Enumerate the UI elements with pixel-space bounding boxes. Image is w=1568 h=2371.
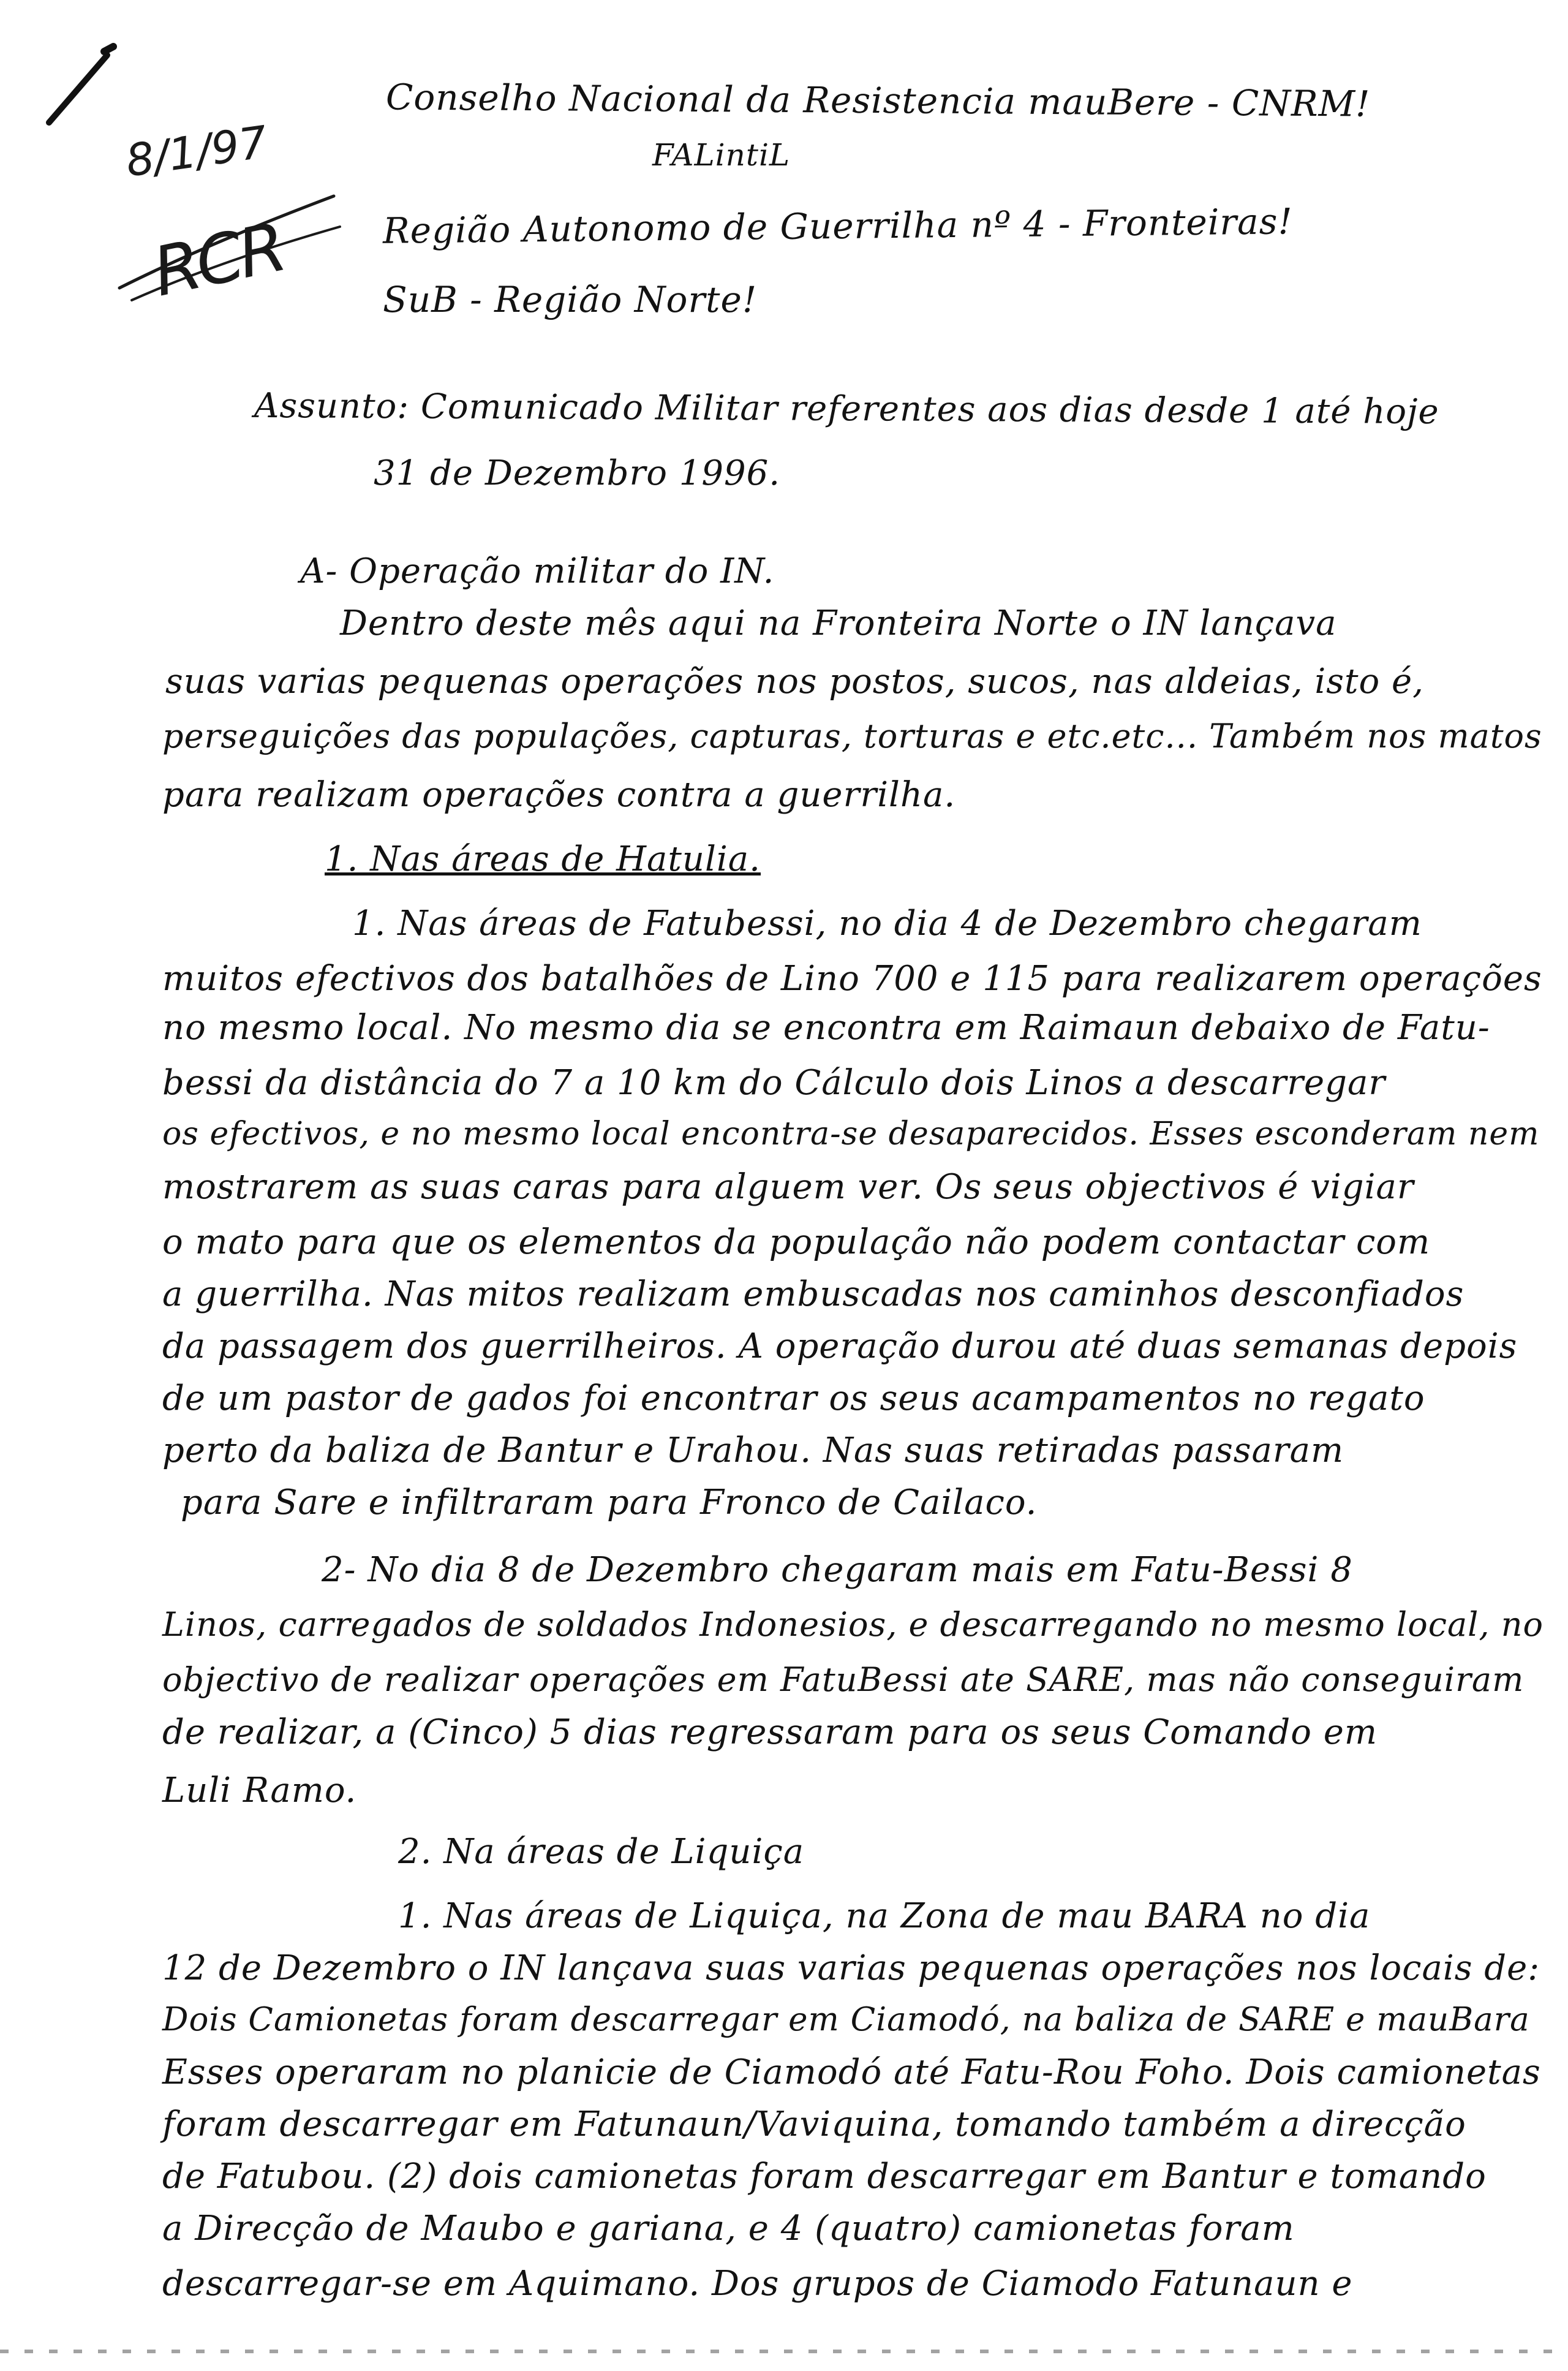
subject-line-1: Assunto: Comunicado Militar referentes aos dias desde 1 até hoje [254,385,1439,433]
scan-pen-mark [37,43,123,129]
body-line: perto da baliza de Bantur e Urahou. Nas suas retiradas passaram [162,1431,1344,1470]
section-a-title: A- Operação militar do IN. [300,551,775,591]
body-line: Dentro deste mês aqui na Fronteira Norte o IN lançava [340,603,1337,643]
body-line: o mato para que os elementos da população não podem contactar com [162,1222,1431,1262]
body-line: 12 de Dezembro o IN lançava suas varias pequenas operações nos locais de: [162,1948,1540,1988]
body-line: no mesmo local. No mesmo dia se encontra em Raimaun debaixo de Fatu- [162,1008,1490,1048]
body-line: foram descarregar em Fatunaun/Vaviquina, tomando também a direcção [162,2104,1466,2144]
body-line: de um pastor de gados foi encontrar os seus acampamentos no regato [162,1378,1425,1418]
body-line: os efectivos, e no mesmo local encontra-se desaparecidos. Esses esconderam nem [162,1116,1540,1152]
body-line: Luli Ramo. [162,1771,357,1810]
body-line: muitos efectivos dos batalhões de Lino 700 e 115 para realizarem operações [162,959,1542,999]
margin-date: 8/1/97 [123,116,271,187]
margin-initials: RCR [146,208,290,312]
body-line: 1. Nas áreas de Fatubessi, no dia 4 de Dezembro chegaram [352,904,1422,943]
subject-line-2: 31 de Dezembro 1996. [374,453,781,493]
body-line: de Fatubou. (2) dois camionetas foram descarregar em Bantur e tomando [162,2157,1487,2196]
body-line: 1. Nas áreas de Liquiça, na Zona de mau BARA no dia [398,1896,1371,1936]
body-line: da passagem dos guerrilheiros. A operação durou até duas semanas depois [162,1326,1518,1366]
body-line: Dois Camionetas foram descarregar em Ciamodó, na baliza de SARE e mauBara [162,2001,1530,2038]
body-line: bessi da distância do 7 a 10 km do Cálculo dois Linos a descarregar [162,1063,1386,1103]
body-line: suas varias pequenas operações nos postos, sucos, nas aldeias, isto é, [165,662,1424,701]
body-line: descarregar-se em Aquimano. Dos grupos de Ciamodo Fatunaun e [162,2264,1353,2304]
scan-bottom-edge [0,2350,1568,2353]
section-1-title: 1. Nas áreas de Hatulia. [325,839,761,879]
body-line: objectivo de realizar operações em FatuBessi ate SARE, mas não conseguiram [162,1660,1525,1699]
body-line: 2- No dia 8 de Dezembro chegaram mais em Fatu-Bessi 8 [322,1550,1353,1590]
body-line: Esses operaram no planicie de Ciamodó até Fatu-Rou Foho. Dois camionetas [162,2052,1541,2092]
header-region: Região Autonomo de Guerrilha nº 4 - Fronteiras! [382,200,1294,252]
body-line: a guerrilha. Nas mitos realizam embuscadas nos caminhos desconfiados [162,1274,1464,1314]
body-line: de realizar, a (Cinco) 5 dias regressaram para os seus Comando em [162,1712,1378,1752]
body-line: mostrarem as suas caras para alguem ver. Os seus objectivos é vigiar [162,1167,1414,1207]
body-line: para Sare e infiltraram para Fronco de Cailaco. [181,1483,1038,1522]
header-subregion: SuB - Região Norte! [383,279,758,320]
header-falintil: FALintiL [652,137,791,173]
signature-scribble [113,184,346,312]
body-line: perseguições das populações, capturas, torturas e etc.etc... Também nos matos [162,717,1542,755]
body-line: a Direcção de Maubo e gariana, e 4 (quatro) camionetas foram [162,2209,1295,2248]
body-line: para realizam operações contra a guerrilha. [162,775,956,815]
body-line: Linos, carregados de soldados Indonesios, e descarregando no mesmo local, no [162,1605,1544,1644]
section-2-title: 2. Na áreas de Liquiça [398,1832,805,1872]
header-organization: Conselho Nacional da Resistencia mauBere - CNRM! [385,76,1371,125]
